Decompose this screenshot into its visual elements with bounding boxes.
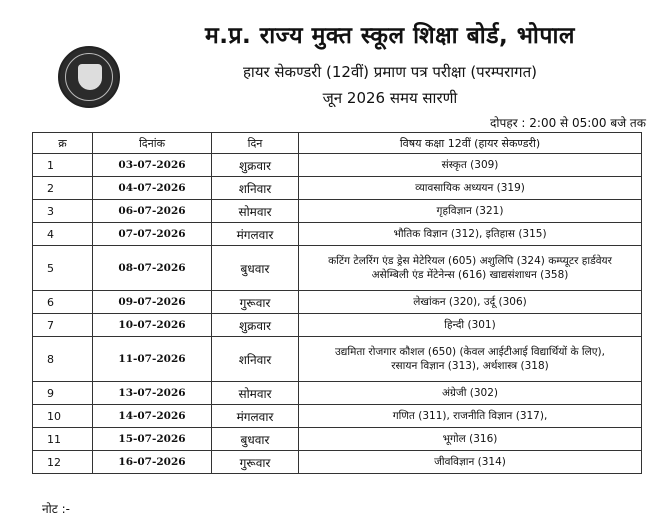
row-date: 13-07-2026 xyxy=(93,382,212,405)
col-header-subject: विषय कक्षा 12वीं (हायर सेकण्डरी) xyxy=(299,133,642,154)
row-subject: भूगोल (316) xyxy=(299,428,642,451)
row-date: 04-07-2026 xyxy=(93,177,212,200)
board-logo-icon xyxy=(58,46,120,108)
table-row xyxy=(33,223,642,246)
row-no: 10 xyxy=(33,405,93,428)
row-day: बुधवार xyxy=(212,428,299,451)
row-day: शनिवार xyxy=(212,177,299,200)
exam-subtitle: हायर सेकण्डरी (12वीं) प्रमाण पत्र परीक्षा (परम्परागत) xyxy=(242,63,538,81)
row-date: 07-07-2026 xyxy=(93,223,212,246)
table-row xyxy=(33,382,642,405)
row-date: 06-07-2026 xyxy=(93,200,212,223)
table-row xyxy=(33,451,642,474)
col-header-no: क्र xyxy=(33,133,93,154)
page-title: म.प्र. राज्य मुक्त स्कूल शिक्षा बोर्ड, भोपाल xyxy=(204,23,576,49)
row-subject: संस्कृत (309) xyxy=(299,154,642,177)
exam-time: दोपहर : 2:00 से 05:00 बजे तक xyxy=(490,116,646,130)
row-day: गुरूवार xyxy=(212,291,299,314)
row-subject: भौतिक विज्ञान (312), इतिहास (315) xyxy=(299,223,642,246)
row-day: गुरूवार xyxy=(212,451,299,474)
row-no: 6 xyxy=(33,291,93,314)
row-subject-line-2: असेम्बिली एंड मेंटेनेन्स (616) खाद्यसंशाधन (358) xyxy=(371,269,569,281)
row-day: सोमवार xyxy=(212,200,299,223)
row-date: 09-07-2026 xyxy=(93,291,212,314)
row-no: 7 xyxy=(33,314,93,337)
row-no: 4 xyxy=(33,223,93,246)
schedule-title: जून 2026 समय सारणी xyxy=(322,89,458,107)
row-day: मंगलवार xyxy=(212,223,299,246)
timetable xyxy=(32,132,642,474)
row-no: 1 xyxy=(33,154,93,177)
table-row xyxy=(33,337,642,382)
row-no: 12 xyxy=(33,451,93,474)
col-header-day: दिन xyxy=(212,133,299,154)
row-date: 08-07-2026 xyxy=(93,246,212,291)
table-row xyxy=(33,246,642,291)
row-subject xyxy=(299,337,642,382)
row-no: 11 xyxy=(33,428,93,451)
row-subject: लेखांकन (320), उर्दू (306) xyxy=(299,291,642,314)
row-day: सोमवार xyxy=(212,382,299,405)
row-day: शनिवार xyxy=(212,337,299,382)
row-date: 15-07-2026 xyxy=(93,428,212,451)
row-subject xyxy=(299,246,642,291)
note-label: नोट :- xyxy=(42,502,71,516)
table-header-row xyxy=(33,133,642,154)
table-row xyxy=(33,200,642,223)
table-row xyxy=(33,428,642,451)
row-subject-line-2: रसायन विज्ञान (313), अर्थशास्त्र (318) xyxy=(391,360,549,372)
row-date: 16-07-2026 xyxy=(93,451,212,474)
row-day: मंगलवार xyxy=(212,405,299,428)
row-subject: गणित (311), राजनीति विज्ञान (317), xyxy=(299,405,642,428)
row-no: 2 xyxy=(33,177,93,200)
row-subject-line-1: उद्यमिता रोजगार कौशल (650) (केवल आईटीआई विद्यार्थियों के लिए), xyxy=(335,346,605,358)
table-row xyxy=(33,405,642,428)
row-subject: व्यावसायिक अध्ययन (319) xyxy=(299,177,642,200)
table-row xyxy=(33,177,642,200)
row-no: 5 xyxy=(33,246,93,291)
row-no: 9 xyxy=(33,382,93,405)
row-date: 10-07-2026 xyxy=(93,314,212,337)
table-row xyxy=(33,314,642,337)
col-header-date: दिनांक xyxy=(93,133,212,154)
table-row xyxy=(33,291,642,314)
row-no: 8 xyxy=(33,337,93,382)
row-day: शुक्रवार xyxy=(212,314,299,337)
row-day: बुधवार xyxy=(212,246,299,291)
row-subject: जीवविज्ञान (314) xyxy=(299,451,642,474)
row-subject: हिन्दी (301) xyxy=(299,314,642,337)
row-date: 03-07-2026 xyxy=(93,154,212,177)
row-subject-line-1: कटिंग टेलरिंग एंड ड्रेस मेटेरियल (605) अशुलिपि (324) कम्प्यूटर हार्डवेयर xyxy=(328,255,612,267)
row-day: शुक्रवार xyxy=(212,154,299,177)
table-row xyxy=(33,154,642,177)
row-subject: अंग्रेजी (302) xyxy=(299,382,642,405)
row-subject: गृहविज्ञान (321) xyxy=(299,200,642,223)
row-date: 14-07-2026 xyxy=(93,405,212,428)
row-no: 3 xyxy=(33,200,93,223)
row-date: 11-07-2026 xyxy=(93,337,212,382)
